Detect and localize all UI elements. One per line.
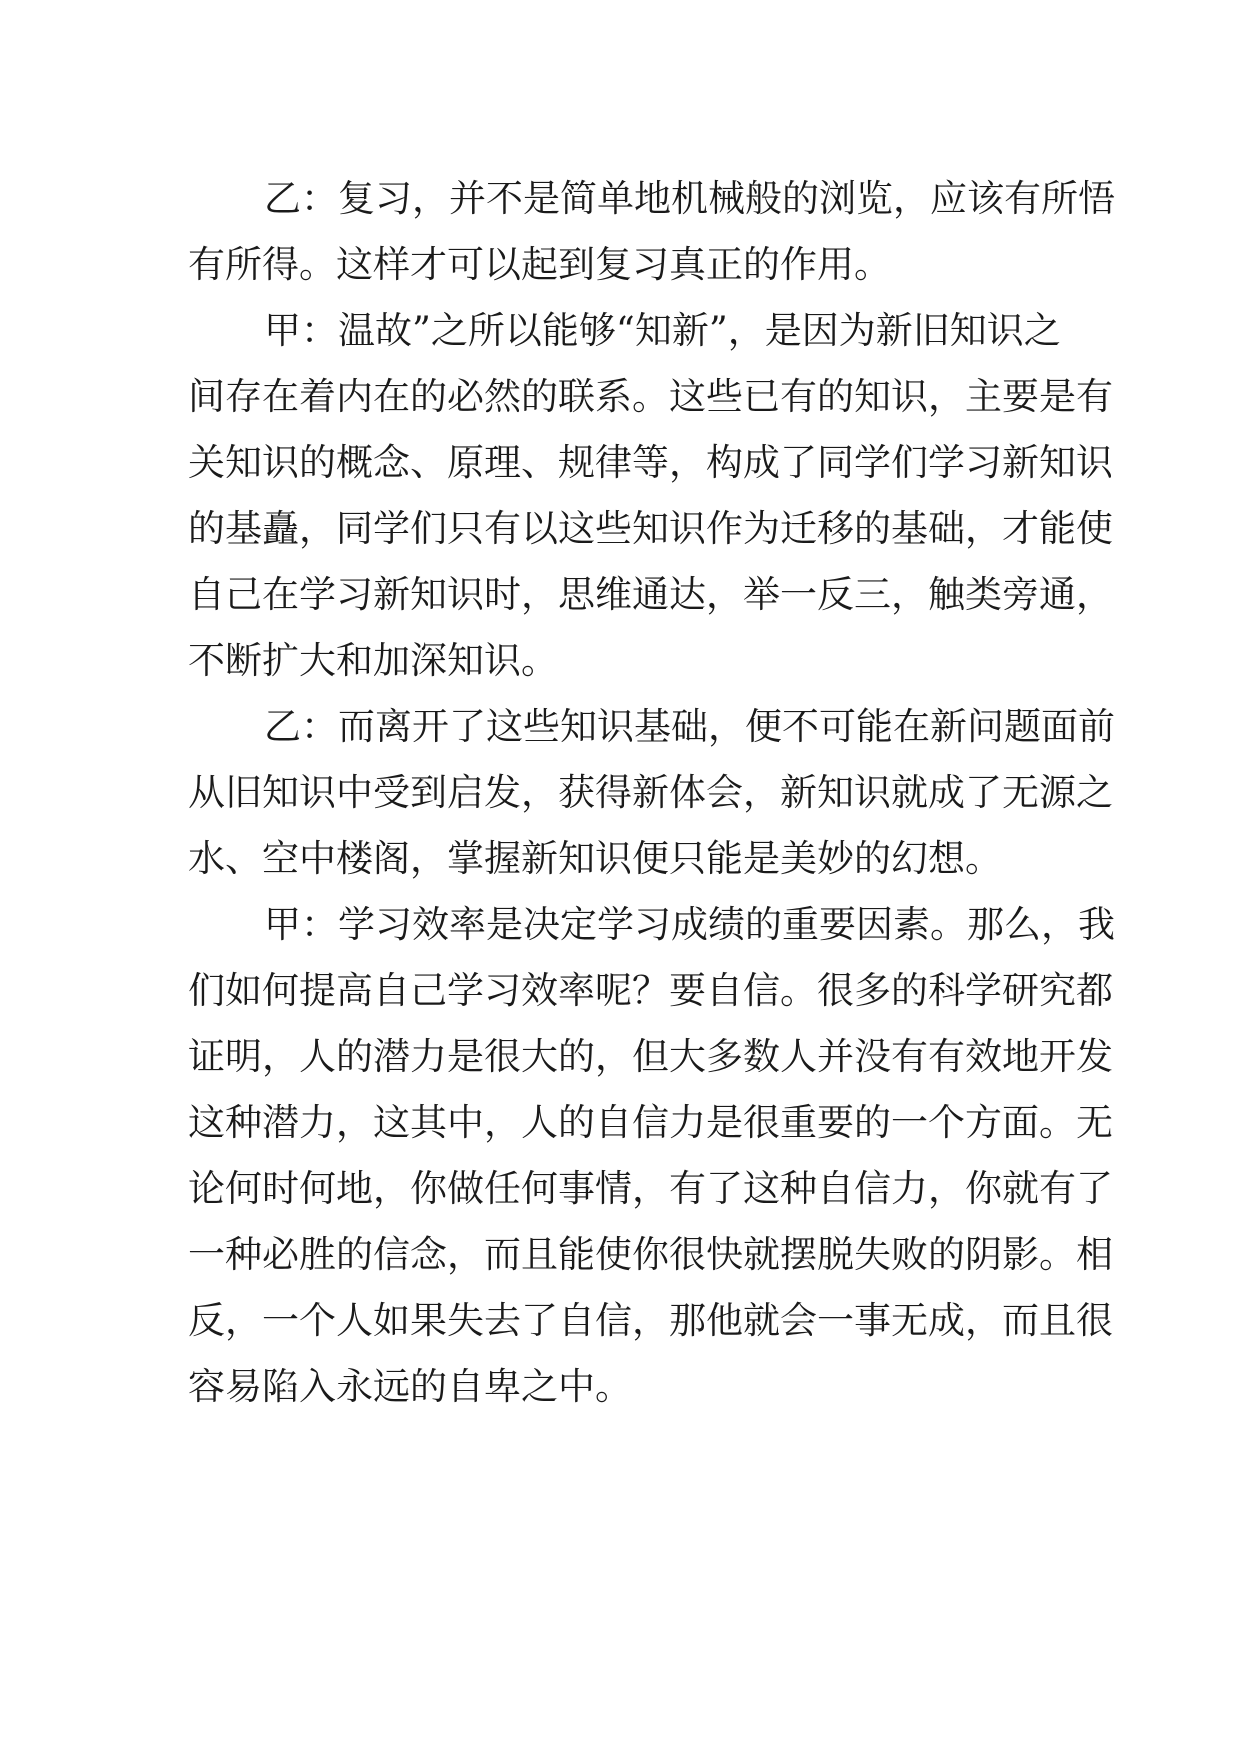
paragraph-4-line-2: 们如何提高自己学习效率呢？要自信。很多的科学研究都 [188,969,1113,1012]
paragraph-4-line-3: 证明，人的潜力是很大的，但大多数人并没有有效地开发 [188,1035,1113,1078]
paragraph-4-line-5: 论何时何地，你做任何事情，有了这种自信力，你就有了 [188,1167,1113,1210]
paragraph-4-line-8: 容易陷入永远的自卑之中。 [188,1365,632,1408]
paragraph-4-line-7: 反，一个人如果失去了自信，那他就会一事无成，而且很 [188,1299,1113,1342]
paragraph-2-line-6: 不断扩大和加深知识。 [188,639,558,682]
paragraph-3-line-3: 水、空中楼阁，掌握新知识便只能是美妙的幻想。 [188,837,1002,880]
paragraph-4-line-4: 这种潜力，这其中，人的自信力是很重要的一个方面。无 [188,1101,1113,1144]
paragraph-4-line-6: 一种必胜的信念，而且能使你很快就摆脱失败的阴影。相 [188,1233,1113,1276]
paragraph-2-line-4: 的基矗，同学们只有以这些知识作为迁移的基础，才能使 [188,507,1113,550]
paragraph-1-line-1: 乙：复习，并不是简单地机械般的浏览，应该有所悟 [264,177,1115,220]
paragraph-4-line-1: 甲：学习效率是决定学习成绩的重要因素。那么，我 [264,903,1115,946]
paragraph-2-line-1: 甲：温故”之所以能够“知新”，是因为新旧知识之 [264,309,1061,352]
paragraph-3-line-1: 乙：而离开了这些知识基础，便不可能在新问题面前 [264,705,1115,748]
paragraph-2-line-2: 间存在着内在的必然的联系。这些已有的知识，主要是有 [188,375,1113,418]
paragraph-2-line-5: 自己在学习新知识时，思维通达，举一反三，触类旁通， [188,573,1113,616]
paragraph-3-line-2: 从旧知识中受到启发，获得新体会，新知识就成了无源之 [188,771,1113,814]
paragraph-2-line-3: 关知识的概念、原理、规律等，构成了同学们学习新知识 [188,441,1113,484]
paragraph-1-line-2: 有所得。这样才可以起到复习真正的作用。 [188,243,891,286]
